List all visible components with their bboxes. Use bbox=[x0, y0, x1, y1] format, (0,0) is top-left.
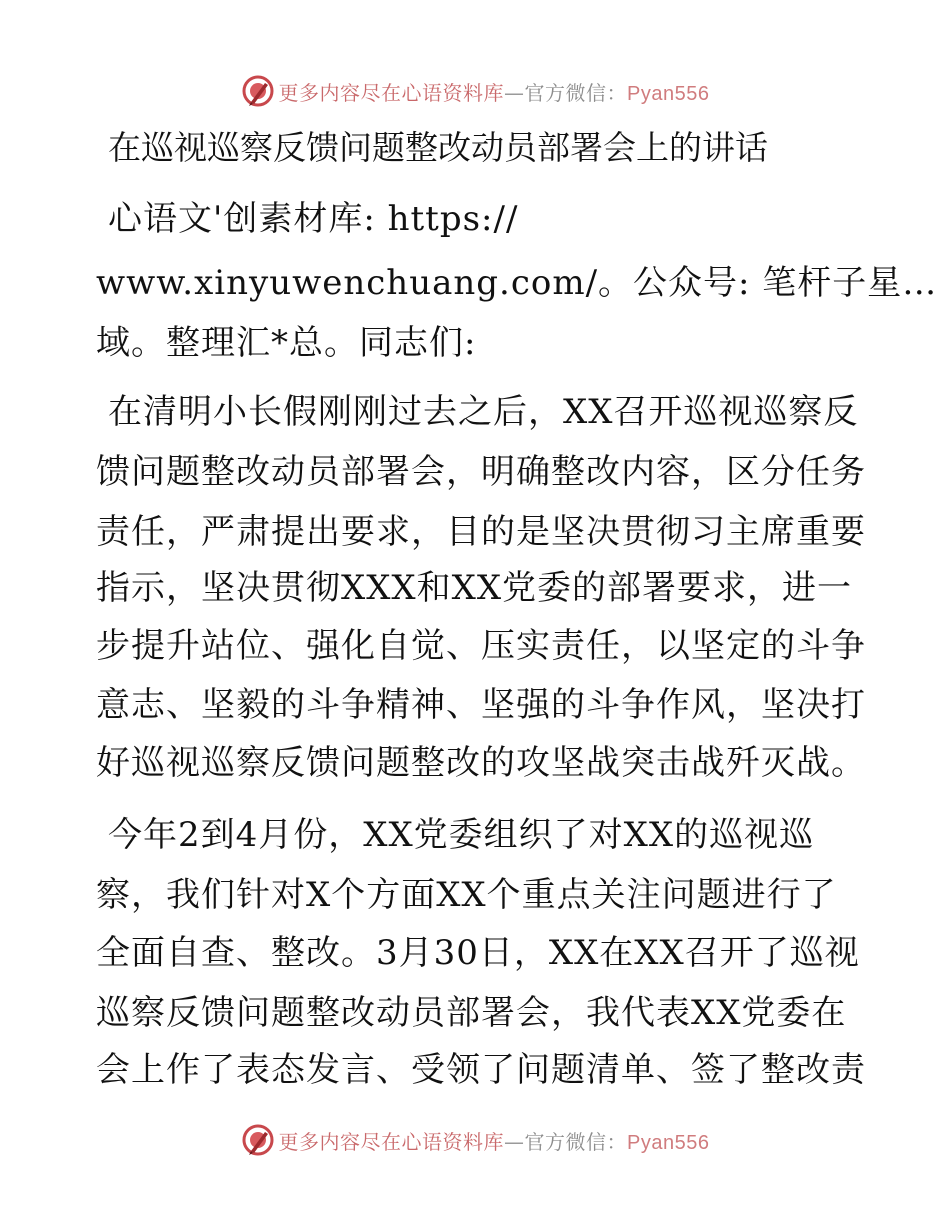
paragraph2-line: 全面自查、整改。3月30日，XX在XX召开了巡视 bbox=[96, 933, 860, 973]
banner-dash: — bbox=[504, 80, 525, 105]
banner-site: 更多内容尽在心语资料库 bbox=[278, 1129, 505, 1154]
header-banner bbox=[0, 71, 950, 111]
intro-line: www.xinyuwenchuang.com/。公众号: 笔杆子星… bbox=[96, 263, 938, 303]
paragraph2-line: 会上作了表态发言、受领了问题清单、签了整改责 bbox=[96, 1050, 866, 1090]
footer-banner bbox=[0, 1120, 950, 1160]
pen-logo-icon bbox=[241, 1123, 275, 1157]
banner-text bbox=[279, 1126, 710, 1155]
banner-wechat-id: Pyan556 bbox=[627, 1131, 710, 1154]
paragraph1-line: 好巡视巡察反馈问题整改的攻坚战突击战歼灭战。 bbox=[96, 743, 866, 783]
banner-wechat-label: 官方微信： bbox=[524, 80, 628, 105]
banner-wechat-label: 官方微信： bbox=[524, 1129, 628, 1154]
document-title: 在巡视巡察反馈问题整改动员部署会上的讲话 bbox=[108, 128, 768, 167]
pen-logo-icon bbox=[241, 74, 275, 108]
paragraph1-line: 责任，严肃提出要求，目的是坚决贯彻习主席重要 bbox=[96, 512, 866, 552]
paragraph1-line: 意志、坚毅的斗争精神、坚强的斗争作风，坚决打 bbox=[96, 685, 866, 725]
paragraph1-line: 馈问题整改动员部署会，明确整改内容，区分任务 bbox=[96, 452, 866, 492]
paragraph1-line: 步提升站位、强化自觉、压实责任，以坚定的斗争 bbox=[96, 626, 866, 666]
paragraph2-line: 巡察反馈问题整改动员部署会，我代表XX党委在 bbox=[96, 993, 847, 1033]
intro-line: 心语文'创素材库: https:// bbox=[108, 199, 519, 239]
paragraph2-line: 今年2到4月份，XX党委组织了对XX的巡视巡 bbox=[108, 815, 815, 855]
banner-dash: — bbox=[504, 1129, 525, 1154]
banner-site: 更多内容尽在心语资料库 bbox=[278, 80, 505, 105]
paragraph1-line: 指示，坚决贯彻XXX和XX党委的部署要求，进一 bbox=[96, 568, 853, 608]
paragraph1-line: 在清明小长假刚刚过去之后，XX召开巡视巡察反 bbox=[108, 392, 859, 432]
banner-wechat-id: Pyan556 bbox=[627, 82, 710, 105]
banner-text bbox=[279, 77, 710, 106]
paragraph2-line: 察，我们针对X个方面XX个重点关注问题进行了 bbox=[96, 875, 837, 915]
intro-line: 域。整理汇*总。同志们: bbox=[96, 323, 477, 363]
